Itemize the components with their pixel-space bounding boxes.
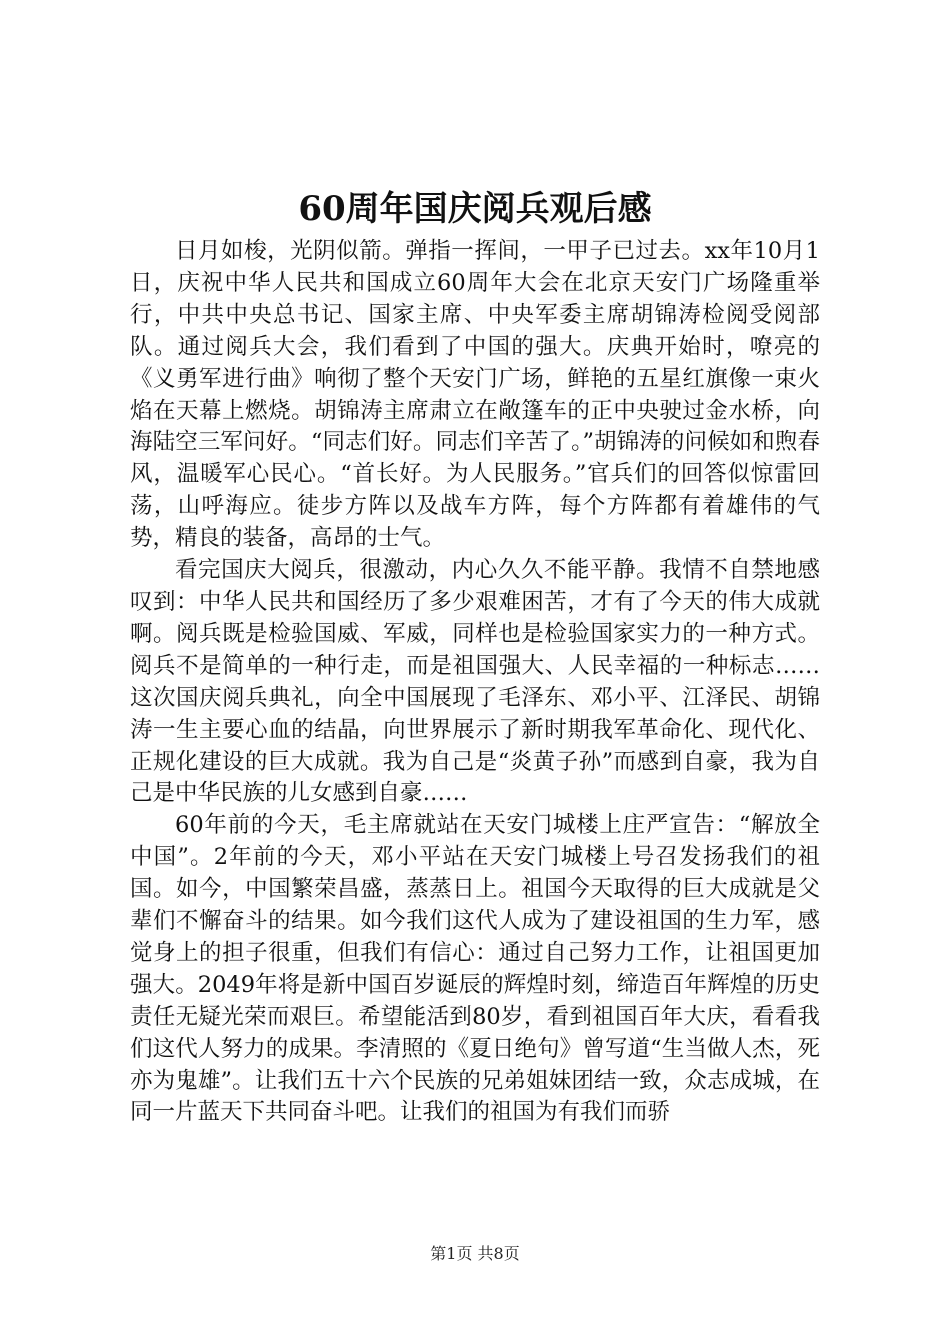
document-body <box>130 236 820 1129</box>
paragraph-3: 60年前的今天，毛主席就站在天安门城楼上庄严宣告：“解放全中国”。2年前的今天，邓小平站在天安门城楼上号召发扬我们的祖国。如今，中国繁荣昌盛，蒸蒸日上。祖国今天取得的巨大成就是父辈们不懈奋斗的结果。如今我们这代人成为了建设祖国的生力军，感觉身上的担子很重，但我们有信心：通过自己努力工作，让祖国更加强大。2049年将是新中国百岁诞辰的辉煌时刻，缔造百年辉煌的历史责任无疑光荣而艰巨。希望能活到80岁，看到祖国百年大庆，看看我们这代人努力的成果。李清照的《夏日绝句》曾写道“生当做人杰，死亦为鬼雄”。让我们五十六个民族的兄弟姐妹团结一致，众志成城，在同一片蓝天下共同奋斗吧。让我们的祖国为有我们而骄 <box>130 812 820 1126</box>
page-title: 60周年国庆阅兵观后感 <box>298 189 652 229</box>
paragraph-1: 日月如梭，光阴似箭。弹指一挥间，一甲子已过去。xx年10月1日，庆祝中华人民共和国成立60周年大会在北京天安门广场隆重举行，中共中央总书记、国家主席、中央军委主席胡锦涛检阅受阅部队。通过阅兵大会，我们看到了中国的强大。庆典开始时，嘹亮的《义勇军进行曲》响彻了整个天安门广场，鲜艳的五星红旗像一束火焰在天幕上燃烧。胡锦涛主席肃立在敞篷车的正中央驶过金水桥，向海陆空三军问好。“同志们好。同志们辛苦了。”胡锦涛的问候如和煦春风，温暖军心民心。“首长好。为人民服务。”官兵们的回答似惊雷回荡，山呼海应。徒步方阵以及战车方阵，每个方阵都有着雄伟的气势，精良的装备，高昂的士气。 <box>130 238 820 552</box>
page-footer: 第1页 共8页 <box>430 1244 520 1263</box>
paragraph-2: 看完国庆大阅兵，很激动，内心久久不能平静。我情不自禁地感叹到：中华人民共和国经历了多少艰难困苦，才有了今天的伟大成就啊。阅兵既是检验国威、军威，同样也是检验国家实力的一种方式。阅兵不是简单的一种行走，而是祖国强大、人民幸福的一种标志……这次国庆阅兵典礼，向全中国展现了毛泽东、邓小平、江泽民、胡锦涛一生主要心血的结晶，向世界展示了新时期我军革命化、现代化、正规化建设的巨大成就。我为自己是“炎黄子孙”而感到自豪，我为自己是中华民族的儿女感到自豪…… <box>130 557 820 807</box>
